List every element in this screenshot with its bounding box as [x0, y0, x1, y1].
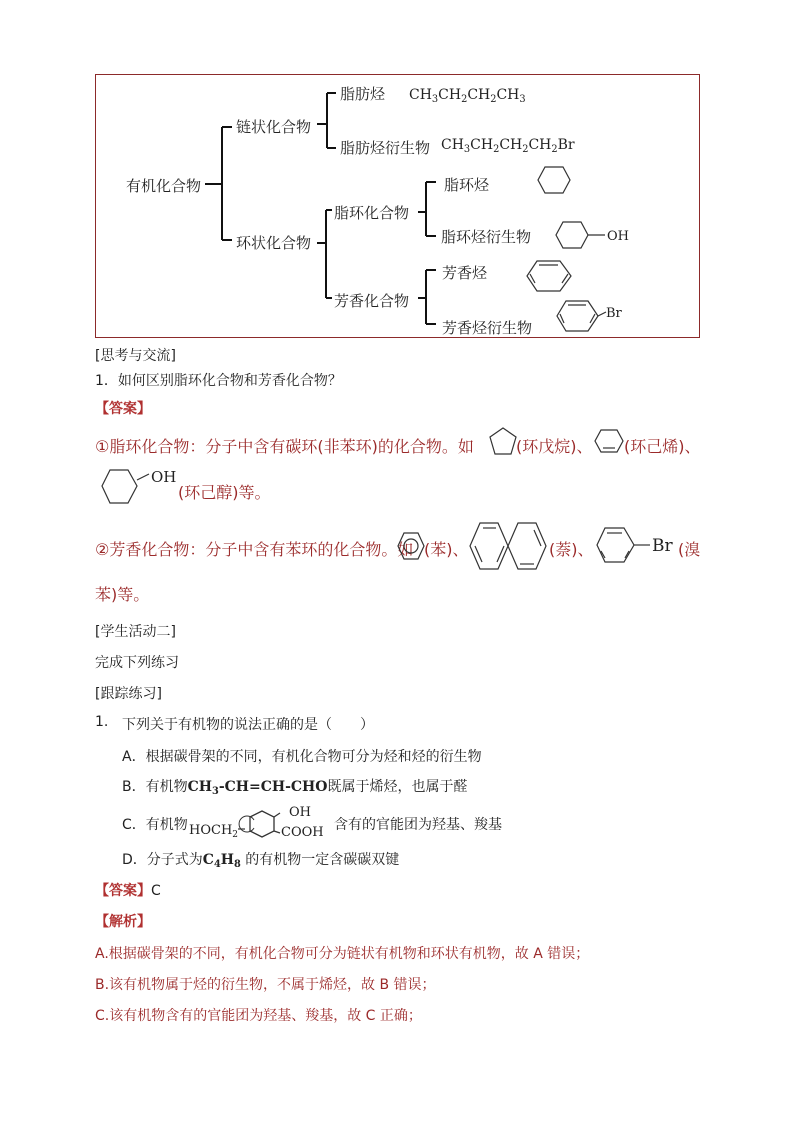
- activity-instruction: 完成下列练习: [95, 655, 179, 671]
- node-alicyclic-derivative: 脂环烃衍生物: [441, 228, 532, 246]
- cyclohexene-label: (环己烯)、: [624, 437, 701, 456]
- node-chain-compound: 链状化合物: [236, 118, 312, 136]
- bromobenzene-label-start: (溴: [678, 540, 701, 559]
- svg-text:OH: OH: [607, 229, 629, 244]
- practice-heading: [跟踪练习]: [95, 686, 162, 702]
- cyclohexane-structure: [537, 166, 571, 194]
- naphthalene-label: (萘)、: [549, 540, 594, 559]
- analysis-line-b: B.该有机物属于烃的衍生物，不属于烯烃，故 B 错误；: [95, 977, 436, 993]
- node-aromatic-derivative: 芳香烃衍生物: [442, 319, 533, 337]
- option-a: A．根据碳骨架的不同，有机化合物可分为烃和烃的衍生物: [122, 749, 482, 765]
- analysis-line-a: A.根据碳骨架的不同，有机化合物可分为链状有机物和环状有机物，故 A 错误；: [95, 946, 590, 962]
- node-aliphatic-derivative: 脂肪烃衍生物: [340, 139, 431, 157]
- question-stem: 下列关于有机物的说法正确的是（ ）: [122, 717, 374, 733]
- analysis-line-c: C.该有机物含有的官能团为羟基、羧基，故 C 正确；: [95, 1008, 422, 1024]
- benzene-label: (苯)、: [424, 540, 469, 559]
- svg-text:Br: Br: [652, 536, 673, 556]
- cyclohexanol-example-structure: [101, 469, 181, 505]
- option-c-suffix: 含有的官能团为羟基、羧基: [334, 817, 502, 833]
- option-c-prefix: C．有机物: [122, 817, 188, 833]
- answer-aromatic-text: ②芳香化合物：分子中含有苯环的化合物。如: [95, 540, 414, 559]
- cyclopentane-label: (环戊烷)、: [516, 437, 593, 456]
- think-question-1: 1．如何区别脂环化合物和芳香化合物？: [95, 373, 342, 389]
- node-ring-compound: 环状化合物: [236, 234, 312, 252]
- svg-text:Br: Br: [606, 306, 622, 321]
- option-b: B．有机物$CH_3-CH=CH$-CHO既属于烯烃，也属于醛: [122, 779, 468, 797]
- node-alicyclic-hydrocarbon: 脂环烃: [444, 176, 490, 194]
- cyclohexanol-label: (环己醇)等。: [178, 483, 271, 502]
- formula-bromobutane: $CH_3CH_2CH_2CH_2Br$: [441, 137, 575, 155]
- classification-tree-lines: [0, 0, 794, 340]
- cyclopentane-structure: [489, 427, 517, 455]
- think-heading: [思考与交流]: [95, 348, 176, 364]
- svg-text:HOCH2: $HOCH_2$: [189, 823, 239, 840]
- bromobenzene-example-structure: [596, 527, 681, 563]
- cyclohexene-structure: [594, 429, 624, 453]
- benzene-example-structure: [397, 532, 425, 560]
- analysis-label: 【解析】: [95, 914, 151, 930]
- bromobenzene-structure: [556, 300, 626, 332]
- node-aromatic-hydrocarbon: 芳香烃: [442, 264, 488, 282]
- node-aliphatic-hydrocarbon: 脂肪烃: [340, 85, 386, 103]
- question-number: 1.: [95, 714, 109, 730]
- node-aromatic-compound: 芳香化合物: [334, 292, 410, 310]
- answer-label: 【答案】: [95, 401, 151, 417]
- benzene-structure: [526, 260, 572, 292]
- naphthalene-structure: [468, 521, 550, 571]
- bromobenzene-label-end: 苯)等。: [95, 585, 150, 604]
- answer-alicyclic-text: ①脂环化合物：分子中含有碳环(非苯环)的化合物。如: [95, 437, 474, 456]
- node-organic-compound: 有机化合物: [126, 177, 202, 195]
- option-c-structure: [188, 803, 333, 839]
- node-alicyclic-compound: 脂环化合物: [334, 204, 410, 222]
- svg-text:COOH: COOH: [281, 825, 324, 840]
- svg-text:OH: OH: [151, 468, 177, 486]
- option-d: D．分子式为$C_4H_8$ 的有机物一定含碳碳双键: [122, 852, 400, 870]
- cyclohexanol-structure: [555, 220, 635, 250]
- final-answer: 【答案】C: [95, 883, 161, 899]
- svg-text:OH: OH: [289, 805, 311, 820]
- activity-heading: [学生活动二]: [95, 624, 176, 640]
- formula-butane: $CH_3CH_2CH_2CH_3$: [409, 87, 526, 105]
